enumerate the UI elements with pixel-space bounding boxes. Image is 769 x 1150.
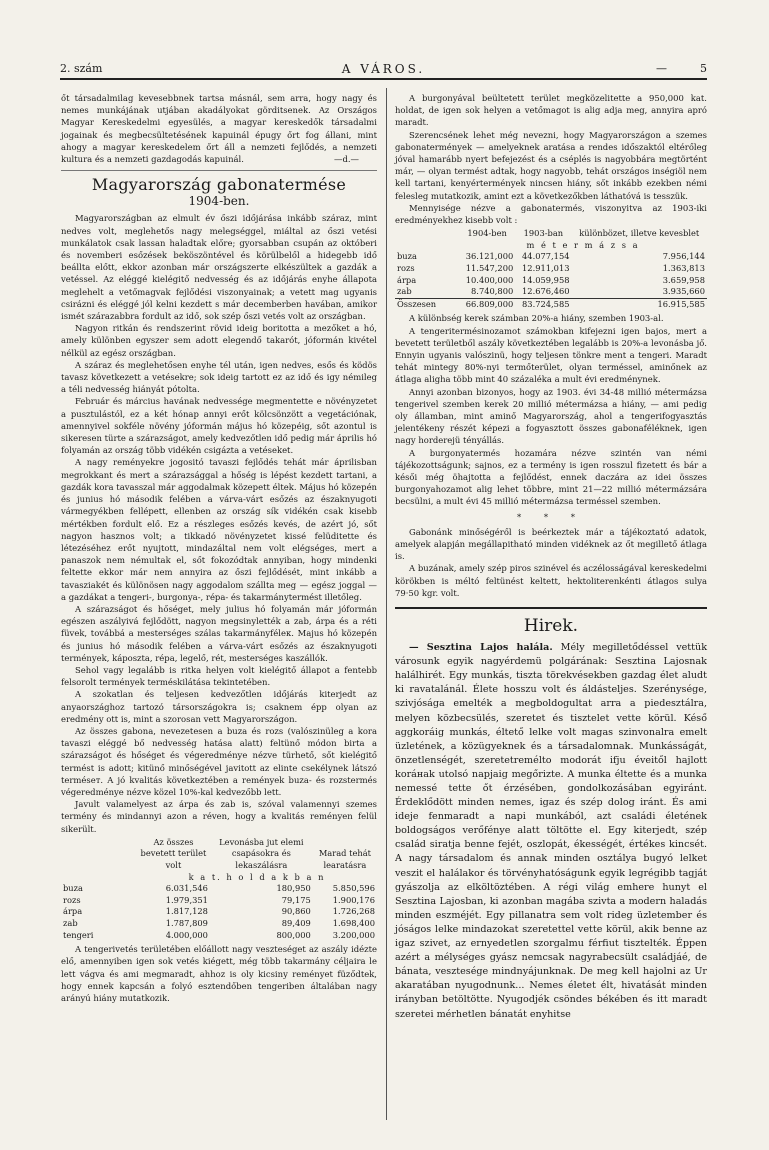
- article-paragraph: Szerencsének lehet még nevezni, hogy Magyarországon a szemes gabonatermények — amelyeknek aratása a rendes időszaktól eltérőleg jóval hamarább nyert befejezést és a cséplés is nagyobbára megtörtént már, — olyan termést adtak, hogy nagyobb, tehát országos inségiöl nem kell tartani, kenyértermények nincsen hiány, sőt inkább ezekben némi felesleg mutatkozik, amint ezt a következőkben láthatóvá is tesszük.: [395, 129, 707, 201]
- article-paragraph: Az összes gabona, nevezetesen a buza és rozs (valószinüleg a kora tavaszi eléggé bő nedvesség hatása alatt) feltünő módon birta a szárazságot és hőséget és végeredménye nézve türhető, sőt kielégitő termést is adott; kitünő minőségével javitott az elinte csekélynek látszó terméseт. A jó kvalitás következtében a remények buza- és rozstermés végeredménye nézve közel 10%-kal kedvezőbb lett.: [61, 725, 377, 797]
- table-header: Marad tehát learatásra: [318, 848, 371, 870]
- section-stars: * * *: [516, 511, 586, 522]
- intro-signature: —d.—: [334, 154, 359, 165]
- article-paragraph: A száraz és meglehetősen enyhe tél után, igen nedves, esős és ködös tavasz következett a vetésekre; sok ideig tartott ez az idő és igy némileg a téli nedvesség hiányát pótolta.: [61, 359, 377, 395]
- news-body: Mély megilletődéssel vettük városunk egyik nagyérdemü polgárának: Sesztina Lajosnak halálhirét. Egy munkás, tiszta törekvésekben gazdag élet aludt ki ravatalánál. Élete hosszu volt és áldásteljes. Szerénysége, szivjósága emelték a megboldogultat arra a piedesztálra, melyen közbecsülés, szeretet és tisztelet vette körül. Késő aggkoráig munkás, éltető lelke volt magas szinvonalra emelt üzletének, a közügyeknek és a társadalomnak. Munkásságát, önzetlenségét, szeretetremélto modorát ifju éveitől hajlott koráнak utolsó napjaig megőrizte. A munka éltette és a munka nemessé tette őt érzésében, gondolkozásában egyiránt. Érdeklődött minden nemes, igaz és szép dolog iránt. És ami ideje fenmaradt a napi munkából, azt családi életének boldogságos verőfénye alatt töltötte el. Egy kiterjedt, szép család siratja benne fejét, oszlopát, ékességét, értékes kincsét. A nagy társadalom és annak minden osztálya bugyó lelket veszit el halálakor és törvényhatóságunk egyik legrégibb tagját gyászolja az elköltöztében. A régi világ emhere hunyt el Sesztina Lajosban, ki azonban magába szivta a modern haladás minden eszméjét. Egy pillanatra sem volt rideg üzletember és jóságos lelke mindazokat szeretettel vette körül, akik benne az igaz szivet, az ernyedetlen szorgalmu férfiut tisztelték. Éppen azért a mélységes gyász nemcsak nagyrabecsült családjáé, de bánata, veszteségе mindnyájunknak. De meg kell hajolni az Ur akaratában nyugodnunk... Nemes életet élt, hivatását minden irányban betöltötte. Nyugodjék csöndes békében és itt maradt szeretei mérhetlen bánatát enyhitse: [395, 642, 708, 1020]
- table-row: rozs 11.547,200 12.911,013 1.363,813: [397, 263, 705, 274]
- article-paragraph: A burgonyatermés hozamára nézve szintén van némi tájékozottságunk; sajnos, ez a termény is igen rosszul fizetett és bár a késői még öhajtotta a fejlődést, ennek daczára az idei összes burgonyahozamot alig lehet többre, mint 21—22 millió métermázsára becsülni, a mult évi 45 millió métermázsa terméssel szemben.: [395, 447, 707, 507]
- table-row: zab 8.740,800 12.676,460 3.935,660: [397, 286, 705, 297]
- news-headline: — Sesztina Lajos halála.: [409, 642, 553, 654]
- table-row: zab 1.787,809 89,409 1.698,400: [63, 917, 375, 928]
- news-item: [395, 641, 707, 1022]
- article-paragraph: A buzának, amely szép piros szinével és aczélosságával kereskedelmi körökben is méltó feltünést keltett, hektoliterenkénti átlagos sulya 79·50 kgr. volt.: [395, 563, 707, 598]
- table-header: 1903-ban: [523, 228, 564, 239]
- article-paragraph: Magyarországban az elmult év őszi időjárása inkább száraz, mint nedves volt, meglehetős nagy melegséggel, miáltal az őszi vetési munkálatok csak lassan haladtak előre; gyorsabban csupán az októberi és novemberi esőzések beköszöntével és körülbelől a hidegebb idő beálltа előtt, ekkor azonban már országszerte elkészültek a gazdák a vetéssel. Az eléggé kielégitő nedvesség és az időjárás enyhe állapota meglehelt a vetőmagvak fejlődési viszonyainak; a vetett mag ugyanis csirázni és eléggé jól kelni kezdett s már decemberben havában, amikor ismét szárazabbra fordult az idő, sok szép őszi vetés volt az országban.: [61, 213, 377, 322]
- article-subtitle: 1904-ben.: [188, 194, 250, 209]
- table-row: árpa 1.817,128 90,860 1.726,268: [63, 906, 375, 917]
- article-paragraph: Annyi azonban bizonyos, hogy az 1903. évi 34-48 millió métermázsa tengerivel szemben kerek 20 millió métermázsa a hiány, — ami pedig oly államban, mint aminő Magyarország, ahol a tengerifogyasztás jelentékeny részét képezi a fogyasztott összes gabonaféléknek, igen nagy horderejü tényállás.: [395, 386, 707, 446]
- article-paragraph: Nagyon ritkán és rendszerint rövid ideig boritotta a mezőket a hó, amely különben egyszer sem adott elegendő takarót, jóformán kivétel nélkül az egész országban.: [61, 323, 377, 358]
- table-header-row: [61, 837, 377, 872]
- article-title: Magyarország gabonatermése: [91, 175, 347, 195]
- area-table: [61, 837, 377, 941]
- article-paragraph: Javult valamelyest az árpa és zab is, szóval valamennyi szemes termény és mindannyi azon a réven, hogy a kvalitás reményen felül sikerült.: [61, 799, 377, 834]
- article-paragraph: A tengeritermésinozamot számokban kifejezni igen bajos, mert a bevetett területből aszály következtében legalább is 20%-a levonásba jő. Ennyin ugyanis valószinü, hogy teljesen tönkre ment a tengeri. Maradt tehát mintegy 80%-nyi termőterület, olyan terméssel, aminőnek az átlaga aligha több mint 40 százaléka a mult évi eredménynek.: [395, 325, 707, 385]
- header-rule: [60, 78, 707, 80]
- table-header: különbözet, illetve kevesblet: [579, 228, 700, 239]
- article-paragraph: Sehol vagy legalább is ritka helyen volt kielégitő állapot a fentebb felsorolt termények terméskilátása tekintetében.: [61, 664, 377, 688]
- journal-title: A VÁROS.: [341, 62, 426, 76]
- table-row: tengeri 4.000,000 800,000 3.200,000: [63, 929, 375, 940]
- page-number: 5: [700, 62, 707, 75]
- article-paragraph: A szokatlan és teljesen kedvezőtlen időjárás kiterjedt az anyaországhoz tartozó társországokra is; csaknem épp olyan az eredmény ott is, mint a szorosan vett Magyarországon.: [61, 689, 377, 724]
- intro-paragraph: őt társadalmilag kevesebbnek tartsa másnál, sem arra, hogy nagy és nemes munkájának utjában akadályokat görditsenek. Az Országos Magyar Kereskedelmi egyesülés, a magyar kereskedők társadalmi jogainak és megbecsültetésének kapuinál épugy őrt fog állani, mint ahogy a magyar kereskedelem őrt áll a nemzeti fejlődés, a nemzeti kultura és a nemzeti gazdagodás kapuinál.: [61, 93, 377, 165]
- article-paragraph: Február és március havának nedvessége megmentette e növényzetet a pusztulástól, ez a két hónap annyi erőt kölcsönzött a vegetációnak, amennyivel sokféle növény jóformán május hó közepéig, sőt azontul is sikeresen türte a szárazságot, amely kedvezőtlen idő pedig már április hó folyamán az ország több vidékén csigázta a vetéseket.: [61, 396, 377, 456]
- table-row: buza 6.031,546 180,950 5.850,596: [63, 883, 375, 894]
- article-paragraph: A burgonyával beültetett terület megközelitette a 950,000 kat. holdat, de igen sok helyen a vetőmagot is alig adja meg, annyira apró maradt.: [395, 93, 707, 128]
- article-paragraph: A nagy reményekre jogositó tavaszi fejlődés tehát már áprilisban megrokkant és mert a szárazsággal a hőség is lépést kezdett tartani, a gazdák kora tavasszal már aggodalmak közepett éltek. Május hó közepén és junius hó második felében a várva-várt esőzés az északnyugoti vármegyékben fellépett, ellenben az ország sík vidékén csak kisebb mértékben fordult elő. Ez a részleges esőzés kevés, de azért jó, sőt nagyon hasznos volt; a tikkadó növényzetet kissé felüditette és létezéséhez erőt nyujtott, mindazáltal nem volt elégséges, mert a panaszok nem némultak el, sőt fokozódtak annyiban, hogy mindenki feltette ekkor már nem annyira az őszi fejlődését, mint inkább a tavasziakét és különösen nagy aggodalom szállta meg — egész joggal — a gazdákat a tengeri-, burgonya-, répa- és takarmánytermést illetőleg.: [61, 457, 377, 602]
- news-rule: [395, 607, 707, 609]
- table-header: Az összes bevetett terület volt: [140, 836, 207, 870]
- article-paragraph: A szárazságot és hőséget, mely julius hó folyamán már jóformán egészen aszályivá fejlődött, nagyon megsinylették a zab, árpa és a réti füvek, továbbá a mesterséges szálas takarmányféleк. Majus hó közepén és junius hó második felében a várva-várt esőzés az északnyugoti termények, káposzta, répa, legelő, rét, mesterséges kaszállók.: [61, 603, 377, 663]
- article-paragraph: A különbség kerek számban 20%-a hiány, szemben 1903-al.: [409, 313, 664, 324]
- article-paragraph: Gabonánk minőségéről is beérkeztek már a tájékoztató adatok, amelyek alapján megállapitható minden vidéknek az őt megillető átlaga is.: [395, 526, 707, 562]
- right-column: [395, 92, 707, 1022]
- left-column: [61, 92, 377, 1004]
- yield-table: [395, 228, 707, 310]
- page-header: [60, 62, 707, 78]
- table-row: buza 36.121,000 44.077,154 7.956,144: [397, 251, 705, 262]
- table-header-row: [395, 228, 707, 240]
- table-unit: k a t. h o l d a k b a n: [188, 871, 326, 882]
- column-divider: [386, 88, 387, 1120]
- table-total-row: Összesen 66.809,000 83.724,585 16.915,585: [397, 298, 705, 309]
- article-paragraph: Mennyisége nézve a gabonatermés, viszonyitva az 1903-iki eredményekhez kisebb volt :: [395, 202, 707, 226]
- section-separator: [61, 170, 377, 171]
- table-header: 1904-ben: [467, 228, 507, 239]
- header-dash: —: [656, 62, 667, 75]
- news-section-title: Hirek.: [523, 616, 579, 637]
- article-paragraph: A tengerivetés területében előállott nagy veszteséget az aszály idézte elő, amennyiben igen sok vetés kiégett, még több takarmány céljaira le lett vágva és ami megmaradt, ahhoz is oly kicsiny reményet füződtek, hogy ennek kapcsán a folyó esztendőben tengeriben általában nagy arányú hiány mutatkozik.: [61, 944, 377, 1003]
- table-row: rozs 1.979,351 79,175 1.900,176: [63, 894, 375, 905]
- table-row: árpa 10.400,000 14.059,958 3.659,958: [397, 274, 705, 285]
- table-unit: m é t e r m á z s a: [526, 239, 640, 250]
- table-header: Levonásba jut elemi csapásokra és lekaszálásra: [219, 836, 304, 870]
- issue-number: 2. szám: [60, 62, 103, 75]
